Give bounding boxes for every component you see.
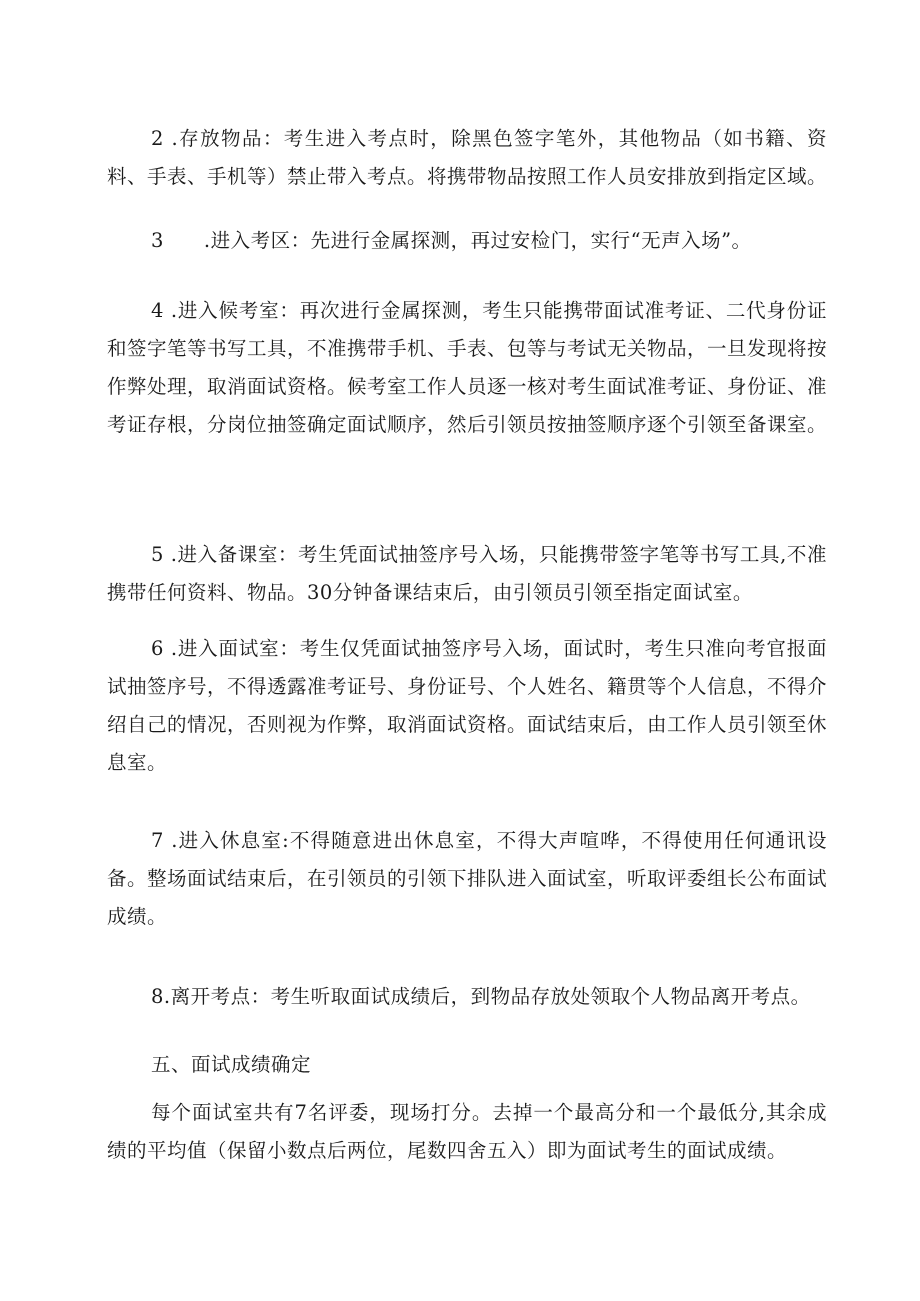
- paragraph-score-rule: 每个面试室共有7名评委，现场打分。去掉一个最高分和一个最低分,其余成绩的平均值（保留小数点后两位，尾数四舍五入）即为面试考生的面试成绩。: [107, 1101, 827, 1162]
- paragraph-item-5-prep-room: 5 .进入备课室：考生凭面试抽签序号入场，只能携带签字笔等书写工具,不准携带任何资料、物品。30分钟备课结束后，由引领员引领至指定面试室。: [107, 543, 827, 604]
- paragraph-item-8-leave: 8.离开考点：考生听取面试成绩后，到物品存放处领取个人物品离开考点。: [151, 985, 811, 1008]
- paragraph-item-3-exam-area: 3 .进入考区：先进行金属探测，再过安检门，实行“无声入场”。: [151, 229, 752, 252]
- paragraph-item-4-waiting-room: 4 .进入候考室：再次进行金属探测，考生只能携带面试准考证、二代身份证和签字笔等书写工具，不准携带手机、手表、包等与考试无关物品，一旦发现将按作弊处理，取消面试资格。候考室工作人员逐一核对考生面试准考证、身份证、准考证存根，分岗位抽签确定面试顺序，然后引领员按抽签顺序逐个引领至备课室。: [107, 299, 828, 436]
- paragraph-item-7-rest-room: 7 .进入休息室:不得随意进出休息室，不得大声喧哗，不得使用任何通讯设备。整场面试结束后，在引领员的引领下排队进入面试室，听取评委组长公布面试成绩。: [107, 829, 828, 928]
- section-heading-score: 五、面试成绩确定: [151, 1053, 312, 1076]
- paragraph-item-6-interview-room: 6 .进入面试室：考生仅凭面试抽签序号入场，面试时，考生只准向考官报面试抽签序号，不得透露准考证号、身份证号、个人姓名、籍贯等个人信息，不得介绍自己的情况，否则视为作弊，取消面试资格。面试结束后，由工作人员引领至休息室。: [107, 637, 828, 774]
- paragraph-item-2-storage: 2 .存放物品：考生进入考点时，除黑色签字笔外，其他物品（如书籍、资料、手表、手机等）禁止带入考点。将携带物品按照工作人员安排放到指定区域。: [107, 127, 828, 188]
